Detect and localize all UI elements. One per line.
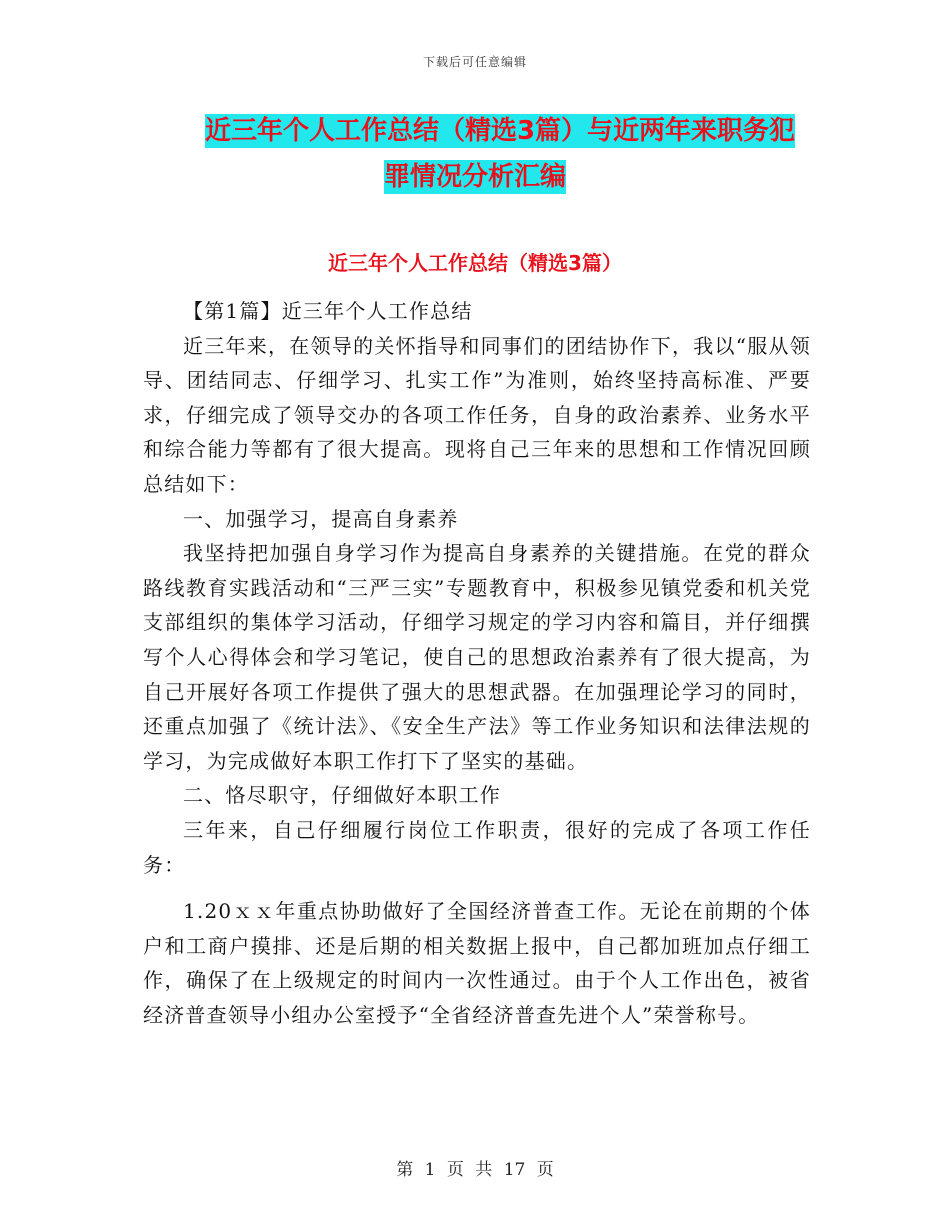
document-title-line-2: 罪情况分析汇编 [383,162,566,192]
document-body [143,294,811,1032]
document-title [0,108,950,200]
chapter-heading: 【第1篇】近三年个人工作总结 [183,299,473,323]
header-note: 下载后可任意编辑 [422,55,527,69]
section-title: 近三年个人工作总结（精选3篇） [328,251,622,275]
document-title-line-1: 近三年个人工作总结（精选3篇）与近两年来职务犯 [204,116,796,146]
subheading-duty: 二、恪尽职守，仔细做好本职工作 [183,783,501,808]
intro-paragraph: 近三年来，在领导的关怀指导和同事们的团结协作下，我以“服从领导、团结同志、仔细学习、扎实工作”为准则，始终坚持高标准、严要求，仔细完成了领导交办的各项工作任务，自身的政治素养、业务水平和综合能力等都有了很大提高。现将自己三年来的思想和工作情况回顾总结如下： [143,333,811,496]
page-number: 第 1 页 共 17 页 [396,1160,554,1180]
duty-paragraph: 三年来，自己仔细履行岗位工作职责，很好的完成了各项工作任务： [143,817,811,877]
subheading-study: 一、加强学习，提高自身素养 [183,506,459,531]
census-paragraph: 1.20ｘｘ年重点协助做好了全国经济普查工作。无论在前期的个体户和工商户摸排、还是后期的相关数据上报中，自己都加班加点仔细工作，确保了在上级规定的时间内一次性通过。由于个人工作出色，被省经济普查领导小组办公室授予“全省经济普查先进个人”荣誉称号。 [143,899,811,1027]
study-paragraph: 我坚持把加强自身学习作为提高自身素养的关键措施。在党的群众路线教育实践活动和“三严三实”专题教育中，积极参见镇党委和机关党支部组织的集体学习活动，仔细学习规定的学习内容和篇目，并仔细撰写个人心得体会和学习笔记，使自己的思想政治素养有了很大提高，为自己开展好各项工作提供了强大的思想武器。在加强理论学习的同时，还重点加强了《统计法》、《安全生产法》等工作业务知识和法律法规的学习，为完成做好本职工作打下了坚实的基础。 [143,541,811,773]
